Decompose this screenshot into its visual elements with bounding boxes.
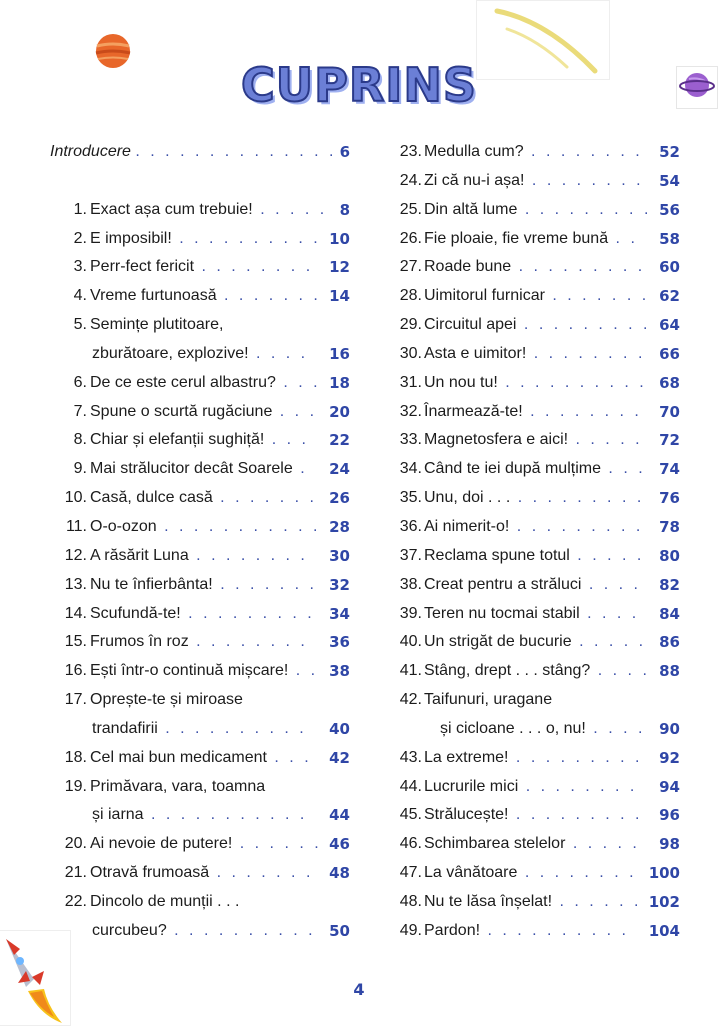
toc-entry [388, 484, 680, 513]
toc-entry-title: O-o-ozon [90, 517, 157, 535]
toc-entry-page: 12 [329, 258, 350, 277]
toc-entry-number: 35. [399, 489, 422, 507]
toc-entry-page: 92 [659, 748, 680, 767]
toc-entry-title: Un nou tu! [424, 373, 498, 391]
toc-entry-number: 22. [64, 892, 87, 910]
toc-entry-title: Roade bune [424, 258, 512, 276]
toc-entry-title: Cel mai bun medicament [90, 748, 267, 766]
toc-entry-title: Dincolo de munții . . . [90, 892, 240, 910]
toc-entry-page: 86 [659, 633, 680, 652]
toc-entry-page: 90 [659, 719, 680, 738]
toc-entry-title: Strălucește! [424, 806, 509, 824]
toc-entry-title: Spune o scurtă rugăciune [90, 402, 273, 420]
toc-entry [388, 282, 680, 311]
toc-entry-page: 98 [659, 835, 680, 854]
toc-entry-title: Înarmează-te! [424, 402, 523, 420]
leader-dots: . . . . . . . . . [517, 200, 652, 218]
leader-dots: . . . . . . . . . [511, 258, 646, 276]
toc-entry-number: 11. [65, 517, 87, 535]
leader-dots: . . . . . . . [212, 575, 317, 593]
toc-entry-page: 78 [659, 517, 680, 536]
toc-entry-number: 8. [73, 431, 87, 449]
toc-entry-number: 49. [399, 921, 422, 939]
toc-entry-title: La vânătoare [424, 864, 518, 882]
toc-entry [388, 311, 680, 340]
toc-entry-title: Un strigăt de bucurie [424, 633, 572, 651]
toc-entry-page: 70 [659, 402, 680, 421]
toc-entry-title: Casă, dulce casă [90, 489, 213, 507]
toc-entry [388, 917, 680, 946]
toc-entry-title: Vreme furtunoasă [90, 287, 217, 305]
toc-entry-page: 10 [329, 229, 350, 248]
toc-entry-title: Oprește-te și miroase [90, 691, 243, 709]
toc-entry [40, 484, 350, 513]
toc-entry [388, 657, 680, 686]
toc-entry-number: 10. [64, 489, 87, 507]
toc-entry-number: 30. [399, 344, 422, 362]
toc-entry-number: 47. [399, 864, 422, 882]
leader-dots: . [292, 460, 308, 478]
toc-entry-number: 23. [399, 143, 422, 160]
leader-dots: . . . . . . . . . . . [156, 517, 321, 535]
toc-entry-page: 16 [329, 344, 350, 363]
toc-entry-title: Unu, doi . . . [424, 489, 511, 507]
toc-entry-title-line2: și iarna [92, 806, 144, 824]
leader-dots: . . . . . . . . [526, 344, 646, 362]
toc-entry [388, 542, 680, 571]
leader-dots: . . . . . [252, 200, 328, 218]
toc-entry-title: Semințe plutitoare, [90, 316, 224, 334]
leader-dots: . . . . . . . . [524, 171, 644, 189]
toc-entry-title: Ești într-o continuă mișcare! [90, 662, 289, 680]
toc-entry [388, 773, 680, 802]
leader-dots: . . . . . . [232, 835, 322, 853]
toc-entry-number: 34. [399, 460, 422, 478]
leader-dots: . . . [275, 373, 321, 391]
toc-entry-number: 37. [399, 546, 422, 564]
toc-entry [40, 600, 350, 629]
toc-entry-page: 82 [659, 575, 680, 594]
toc-entry-page: 62 [659, 287, 680, 306]
toc-entry-page: 76 [659, 489, 680, 508]
toc-entry-title: Zi că nu-i așa! [424, 171, 525, 189]
toc-entry-title: Magnetosfera e aici! [424, 431, 569, 449]
leader-dots: . . . . . . . . [517, 864, 637, 882]
toc-entry [40, 398, 350, 427]
leader-dots: . . . . . . . [216, 287, 321, 305]
toc-entry [40, 830, 350, 859]
leader-dots: . . . . . . [552, 892, 642, 910]
toc-entry-title: Chiar și elefanții sughiță! [90, 431, 265, 449]
toc-entry-page: 66 [659, 344, 680, 363]
page-title: CUPRINS [241, 58, 477, 112]
leader-dots: . . . . . . . . . [508, 806, 643, 824]
toc-entry-title: Primăvara, vara, toamna [90, 777, 266, 795]
toc-entry-title: Lucrurile mici [424, 777, 519, 795]
toc-entry-title: Introducere [50, 143, 131, 160]
toc-entry [40, 542, 350, 571]
toc-entry-number: 20. [64, 835, 87, 853]
toc-entry-number: 28. [399, 287, 422, 305]
toc-entry-title: Circuitul apei [424, 316, 517, 334]
leader-dots: . . . . . . . . . . . [143, 806, 308, 824]
toc-entry [388, 888, 680, 917]
toc-entry-page: 100 [648, 864, 680, 883]
toc-entry [388, 369, 680, 398]
toc-entry-title-line2: și cicloane . . . o, nu! [440, 719, 586, 737]
leader-dots: . . . . [579, 604, 640, 622]
toc-entry-page: 96 [659, 806, 680, 825]
toc-entry [388, 744, 680, 773]
toc-entry-page: 102 [648, 892, 680, 911]
toc-right-column [388, 138, 680, 946]
toc-entry-number: 38. [399, 575, 422, 593]
toc-entry-title: Medulla cum? [424, 143, 524, 160]
toc-entry-number: 41. [399, 662, 422, 680]
toc-entry [40, 282, 350, 311]
toc-entry-title: Asta e uimitor! [424, 344, 527, 362]
toc-entry-page: 24 [329, 460, 350, 479]
toc-entry-number: 45. [399, 806, 422, 824]
toc-entry-title: Ai nimerit-o! [424, 517, 510, 535]
toc-entry [388, 398, 680, 427]
toc-entry-page: 8 [339, 200, 350, 219]
toc-entry-number: 31. [399, 373, 422, 391]
toc-entry-number: 19. [64, 777, 87, 795]
toc-entry-page: 74 [659, 460, 680, 479]
toc-entry-page: 84 [659, 604, 680, 623]
toc-entry [40, 657, 350, 686]
leader-dots: . . . . . . . . [188, 546, 308, 564]
toc-entry-title: Nu te înfierbânta! [90, 575, 213, 593]
toc-entry-page: 18 [329, 373, 350, 392]
leader-dots: . . . . . . . [212, 489, 317, 507]
toc-entry-title: Exact așa cum trebuie! [90, 200, 253, 218]
toc-entry-number: 43. [399, 748, 422, 766]
toc-entry-page: 48 [329, 864, 350, 883]
leader-dots: . . . [266, 748, 312, 766]
leader-dots: . . . . . [565, 835, 640, 853]
toc-entry-page: 72 [659, 431, 680, 450]
toc-entry [388, 253, 680, 282]
toc-entry-page: 6 [339, 143, 350, 161]
toc-entry-page: 56 [659, 200, 680, 219]
toc-entry-number: 2. [73, 229, 87, 247]
toc-entry-title-line2: trandafirii [92, 719, 158, 737]
toc-entry-page: 58 [659, 229, 680, 248]
toc-entry-page: 50 [329, 921, 350, 940]
leader-dots: . . . . . . . . . [180, 604, 315, 622]
leader-dots: . . . [600, 460, 646, 478]
toc-entry-page: 38 [329, 662, 350, 681]
toc-entry-number: 15. [64, 633, 87, 651]
toc-entry-page: 64 [659, 316, 680, 335]
toc-entry [388, 859, 680, 888]
toc-entry-number: 5. [73, 316, 87, 334]
leader-dots: . . . . . . . . . [516, 316, 651, 334]
toc-entry [388, 167, 680, 196]
toc-entry-number: 9. [73, 460, 87, 478]
toc-entry-title: Fie ploaie, fie vreme bună [424, 229, 609, 247]
toc-entry-page: 94 [659, 777, 680, 796]
toc-entry-title: Stâng, drept . . . stâng? [424, 662, 591, 680]
leader-dots: . . . . . [569, 546, 645, 564]
leader-dots: . . . . . . . [209, 864, 314, 882]
toc-entry [388, 600, 680, 629]
toc-entry-number: 14. [64, 604, 87, 622]
toc-entry [40, 888, 350, 917]
toc-entry-title: Frumos în roz [90, 633, 189, 651]
toc-entry-title: Din altă lume [424, 200, 518, 218]
toc-entry [40, 859, 350, 888]
toc-entry-title: Otravă frumoasă [90, 864, 210, 882]
toc-entry-title-line2: curcubeu? [92, 921, 167, 939]
toc-entry-number: 48. [399, 892, 422, 910]
toc-entry [388, 225, 680, 254]
toc-entry-continuation [40, 917, 350, 946]
rocket-icon [0, 930, 71, 1026]
toc-entry-title: Nu te lăsa înșelat! [424, 892, 553, 910]
leader-dots: . . . . [581, 575, 641, 593]
toc-entry-number: 7. [73, 402, 87, 420]
toc-entry-title: Perr-fect fericit [90, 258, 195, 276]
toc-entry-number: 21. [64, 864, 87, 882]
leader-dots: . . . . [590, 662, 650, 680]
toc-entry [388, 628, 680, 657]
leader-dots: . . [608, 229, 638, 247]
toc-entry-page: 88 [659, 662, 680, 681]
toc-entry-title: Reclama spune totul [424, 546, 570, 564]
toc-entry-title: Taifunuri, uragane [424, 691, 553, 709]
leader-dots: . . . . . [568, 431, 643, 449]
toc-entry-page: 104 [648, 921, 680, 940]
toc-entry [40, 455, 350, 484]
toc-entry-page: 68 [659, 373, 680, 392]
toc-entry-title: Schimbarea stelelor [424, 835, 566, 853]
toc-entry-number: 32. [399, 402, 422, 420]
toc-entry-intro [40, 138, 350, 167]
leader-dots: . . . . . . . . . . [171, 229, 321, 247]
toc-entry-page: 44 [329, 806, 350, 825]
toc-entry-page: 54 [659, 171, 680, 190]
leader-dots: . . . . . . . . [188, 633, 308, 651]
leader-dots: . . . . . . . . . . [480, 921, 629, 939]
leader-dots: . . . . . . . [544, 287, 650, 305]
toc-entry-number: 3. [73, 258, 87, 276]
toc-entry [388, 513, 680, 542]
toc-entry [388, 196, 680, 225]
toc-entry-page: 36 [329, 633, 350, 652]
leader-dots: . . . . . . . . [194, 258, 314, 276]
toc-entry-page: 42 [329, 748, 350, 767]
toc-entry-page: 32 [329, 575, 350, 594]
toc-entry [40, 686, 350, 715]
toc-entry [40, 311, 350, 340]
toc-entry-page: 34 [329, 604, 350, 623]
toc-entry-number: 16. [64, 662, 87, 680]
toc-entry-number: 26. [399, 229, 422, 247]
toc-entry-number: 46. [399, 835, 422, 853]
toc-entry-title: Mai strălucitor decât Soarele [90, 460, 293, 478]
toc-entry-number: 24. [399, 171, 422, 189]
toc-entry-number: 17. [64, 691, 87, 709]
toc-entry-title: Ai nevoie de putere! [90, 835, 233, 853]
toc-entry [40, 369, 350, 398]
toc-entry [40, 196, 350, 225]
toc-entry-title: Pardon! [424, 921, 481, 939]
toc-entry-number: 44. [399, 777, 422, 795]
toc-entry-title: Creat pentru a străluci [424, 575, 582, 593]
toc-entry-number: 27. [399, 258, 422, 276]
toc-entry-page: 14 [329, 287, 350, 306]
leader-dots: . . . . . . . . [523, 143, 643, 160]
toc-entry-title: E imposibil! [90, 229, 172, 247]
toc-entry [40, 628, 350, 657]
toc-entry-number: 18. [64, 748, 87, 766]
toc-entry-page: 26 [329, 489, 350, 508]
toc-entry-page: 30 [329, 546, 350, 565]
leader-dots: . . . . . . . . [518, 777, 638, 795]
toc-entry [40, 744, 350, 773]
toc-entry-continuation [40, 340, 350, 369]
leader-dots: . . . . [248, 344, 309, 362]
toc-entry-continuation [388, 715, 680, 744]
toc-entry-number: 25. [399, 200, 422, 218]
toc-entry [388, 830, 680, 859]
leader-dots: . . . . . . . . . [509, 517, 644, 535]
leader-dots: . . . . [585, 719, 646, 737]
toc-entry-page: 20 [329, 402, 350, 421]
toc-entry-number: 36. [399, 517, 422, 535]
toc-entry-page: 22 [329, 431, 350, 450]
toc-entry-page: 60 [659, 258, 680, 277]
toc-entry-title: De ce este cerul albastru? [90, 373, 276, 391]
leader-dots: . . . [272, 402, 318, 420]
leader-dots: . . . . . . . . . . . . . . [135, 143, 337, 160]
leader-dots: . . . . . . . . . . [166, 921, 316, 939]
leader-dots: . . . . . . . . . . [157, 719, 307, 737]
toc-entry [388, 138, 680, 167]
toc-entry-title: A răsărit Luna [90, 546, 189, 564]
toc-entry-page: 40 [329, 719, 350, 738]
leader-dots: . . . . . . . . . . [497, 373, 647, 391]
toc-entry-title: La extreme! [424, 748, 509, 766]
leader-dots: . . . . . [571, 633, 647, 651]
toc-entry-number: 12. [64, 546, 87, 564]
toc-entry [388, 426, 680, 455]
toc-entry-title-line2: zburătoare, explozive! [92, 344, 249, 362]
toc-entry [40, 571, 350, 600]
toc-entry-number: 4. [73, 287, 87, 305]
toc-entry [388, 686, 680, 715]
toc-entry-number: 42. [399, 691, 422, 709]
toc-entry-page: 52 [659, 143, 680, 161]
leader-dots: . . . [264, 431, 309, 449]
toc-entry [388, 571, 680, 600]
toc-entry-number: 33. [399, 431, 422, 449]
toc-entry-number: 13. [64, 575, 87, 593]
toc-entry-page: 46 [329, 835, 350, 854]
toc-entry-number: 40. [399, 633, 422, 651]
page-number: 4 [353, 980, 365, 999]
toc-entry-page: 28 [329, 517, 350, 536]
toc-entry-continuation [40, 801, 350, 830]
toc-entry-continuation [40, 715, 350, 744]
toc-entry [388, 801, 680, 830]
toc-entry-title: Scufundă-te! [90, 604, 181, 622]
toc-entry-number: 6. [73, 373, 87, 391]
toc-entry-number: 29. [399, 316, 422, 334]
toc-entry-title: Teren nu tocmai stabil [424, 604, 580, 622]
toc-entry [40, 426, 350, 455]
toc-left-column [40, 138, 350, 946]
toc-entry-page: 80 [659, 546, 680, 565]
leader-dots: . . . . . . . . [522, 402, 642, 420]
toc-entry-title: Uimitorul furnicar [424, 287, 545, 305]
toc-entry [40, 253, 350, 282]
leader-dots: . . . . . . . . . [510, 489, 645, 507]
toc-entry-title: Când te iei după mulțime [424, 460, 601, 478]
leader-dots: . . [288, 662, 319, 680]
toc-entry [40, 513, 350, 542]
toc-entry [40, 225, 350, 254]
leader-dots: . . . . . . . . . [508, 748, 643, 766]
toc-entry-number: 39. [399, 604, 422, 622]
toc-entry [40, 773, 350, 802]
toc-entry [388, 340, 680, 369]
toc-entry-number: 1. [73, 200, 87, 218]
toc-entry [388, 455, 680, 484]
